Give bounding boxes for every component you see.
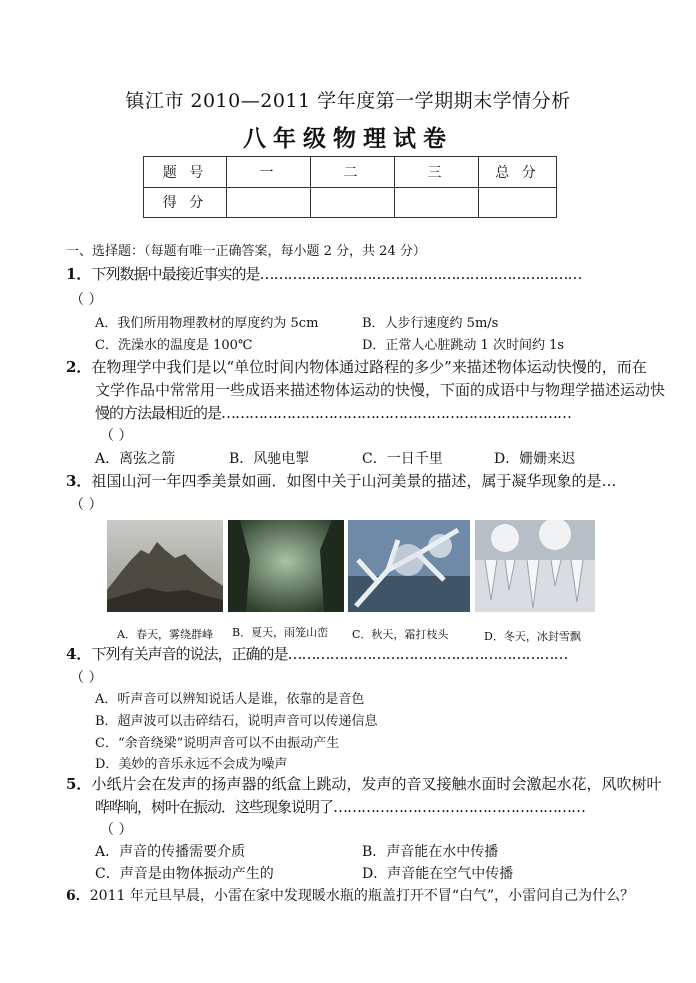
question-1-option-b: B．人步行速度约 5m/s bbox=[362, 316, 499, 331]
question-4-text: 下列有关声音的说法，正确的是…………………………………………………… bbox=[91, 645, 568, 663]
image-caption-c: C．秋天，霜打枝头 bbox=[352, 628, 449, 641]
question-3-number: 3． bbox=[66, 472, 92, 490]
question-3-text: 祖国山河一年四季美景如画．如图中关于山河美景的描述，属于凝华现象的是… bbox=[91, 472, 617, 490]
question-3 bbox=[66, 470, 616, 491]
question-5-option-b: B．声音能在水中传播 bbox=[362, 844, 499, 860]
question-4-answer-blank[interactable]: （ ） bbox=[70, 670, 103, 686]
winter-ice-snow-image bbox=[475, 520, 595, 612]
spring-fog-mountain-image bbox=[107, 520, 223, 612]
score-header-part1: 一 bbox=[227, 157, 311, 188]
question-6-number: 6． bbox=[66, 888, 90, 904]
question-1-option-c: C．洗澡水的温度是 100℃ bbox=[95, 338, 253, 353]
question-1-text: 下列数据中最接近事实的是…………………………………………………………… bbox=[91, 265, 582, 283]
question-2-line-1: 在物理学中我们是以“单位时间内物体通过路程的多少”来描述物体运动快慢的，而在 bbox=[91, 358, 647, 376]
question-4-option-c: C．“余音绕梁”说明声音可以不由振动产生 bbox=[95, 736, 340, 751]
score-table-value-row bbox=[144, 187, 557, 218]
question-5-option-c: C．声音是由物体振动产生的 bbox=[95, 866, 274, 882]
question-2-option-b: B．风驰电掣 bbox=[229, 451, 310, 467]
exam-subtitle: 八年级物理试卷 bbox=[243, 125, 453, 152]
score-header-label: 题 号 bbox=[144, 157, 227, 188]
score-header-total: 总 分 bbox=[479, 157, 557, 188]
question-2-number: 2． bbox=[66, 358, 92, 376]
image-caption-b: B．夏天，雨笼山峦 bbox=[232, 626, 329, 639]
question-2-line-2: 文学作品中常常用一些成语来描述物体运动的快慢，下面的成语中与物理学描述运动快 bbox=[95, 381, 666, 399]
score-cell-part2[interactable] bbox=[311, 187, 395, 218]
summer-rain-mountain-image bbox=[228, 520, 344, 612]
question-1 bbox=[66, 263, 581, 284]
score-row-label: 得 分 bbox=[144, 187, 227, 218]
score-cell-part3[interactable] bbox=[395, 187, 479, 218]
score-cell-total[interactable] bbox=[479, 187, 557, 218]
question-6-text: 2011 年元旦早晨，小雷在家中发现暖水瓶的瓶盖打开不冒“白气”，小雷问自己为什么？ bbox=[89, 888, 635, 904]
question-5 bbox=[66, 773, 661, 794]
question-5-option-a: A．声音的传播需要介质 bbox=[95, 844, 246, 860]
question-4 bbox=[66, 643, 567, 664]
question-5-line-1: 小纸片会在发声的扬声器的纸盒上跳动，发声的音叉接触水面时会激起水花，风吹树叶 bbox=[91, 775, 662, 793]
question-1-answer-blank[interactable]: （ ） bbox=[70, 292, 103, 308]
question-1-option-a: A．我们所用物理教材的厚度约为 5cm bbox=[95, 316, 319, 331]
question-5-answer-blank[interactable]: （ ） bbox=[100, 822, 133, 838]
question-1-option-d: D．正常人心脏跳动 1 次时间约 1s bbox=[362, 338, 565, 353]
question-4-option-b: B．超声波可以击碎结石，说明声音可以传递信息 bbox=[95, 714, 378, 729]
question-1-number: 1． bbox=[66, 265, 92, 283]
question-5-number: 5． bbox=[66, 775, 92, 793]
question-4-number: 4． bbox=[66, 645, 92, 663]
question-2-answer-blank[interactable]: （ ） bbox=[100, 428, 133, 444]
score-table-header-row bbox=[144, 157, 557, 188]
question-2-option-d: D．姗姗来迟 bbox=[494, 451, 576, 467]
image-caption-a: A．春天，雾绕群峰 bbox=[117, 628, 213, 641]
question-6 bbox=[66, 885, 634, 905]
score-cell-part1[interactable] bbox=[227, 187, 311, 218]
score-table bbox=[143, 156, 557, 218]
question-2 bbox=[66, 356, 647, 377]
question-2-line-3: 慢的方法最相近的是………………………………………………………………… bbox=[95, 404, 572, 422]
section1-heading: 一、选择题：（每题有唯一正确答案，每小题 2 分，共 24 分） bbox=[66, 244, 426, 259]
score-header-part2: 二 bbox=[311, 157, 395, 188]
image-caption-d: D．冬天，冰封雪飘 bbox=[484, 630, 581, 643]
question-2-option-c: C．一日千里 bbox=[362, 451, 443, 467]
question-5-option-d: D．声音能在空气中传播 bbox=[362, 866, 514, 882]
question-5-line-2: 哗哗响，树叶在振动．这些现象说明了……………………………………………… bbox=[95, 798, 586, 816]
exam-title: 镇江市 2010—2011 学年度第一学期期末学情分析 bbox=[125, 90, 571, 112]
question-2-option-a: A．离弦之箭 bbox=[95, 451, 176, 467]
autumn-frost-branches-image bbox=[348, 520, 470, 612]
question-4-option-a: A．听声音可以辨知说话人是谁，依靠的是音色 bbox=[95, 692, 365, 707]
score-header-part3: 三 bbox=[395, 157, 479, 188]
question-3-answer-blank[interactable]: （ ） bbox=[70, 497, 103, 513]
question-4-option-d: D．美妙的音乐永远不会成为噪声 bbox=[95, 757, 288, 772]
